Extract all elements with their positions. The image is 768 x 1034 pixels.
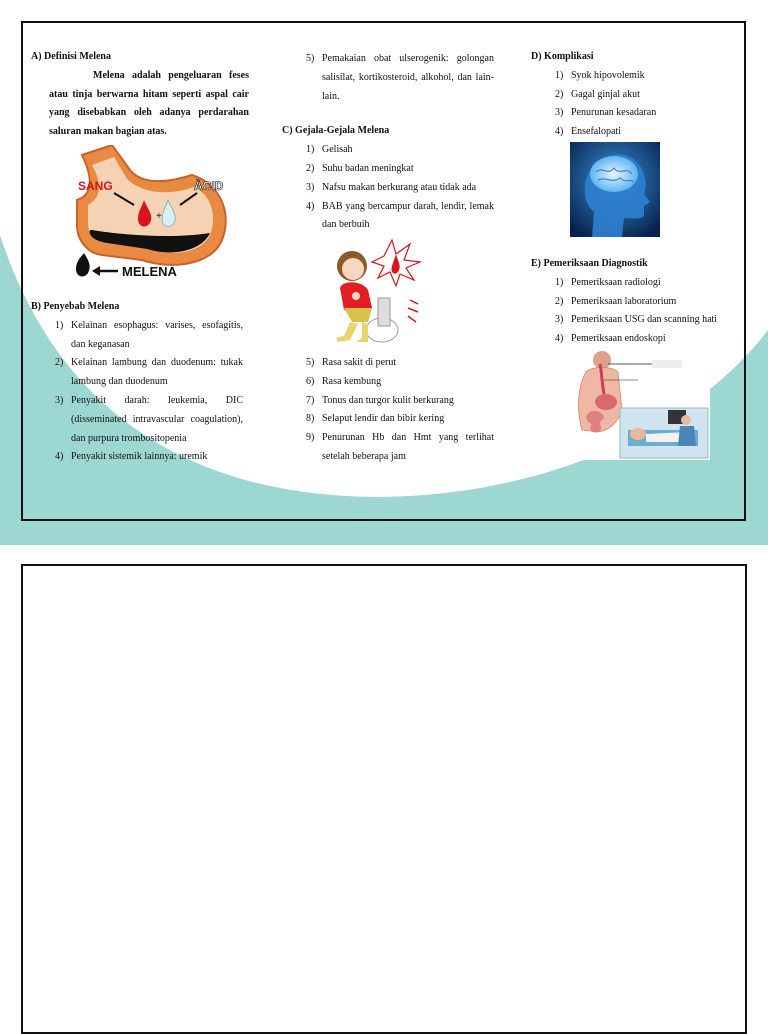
list-item: 3) Penurunan kesadaran: [555, 107, 657, 119]
column-3: [531, 48, 736, 142]
list-item: 4) Pemeriksaan endoskopi: [555, 333, 666, 345]
melena-label: MELENA: [122, 264, 177, 279]
list-item: 2) Gagal ginjal akut: [555, 88, 640, 100]
list-item: 2) Suhu badan meningkat: [306, 162, 414, 174]
list-item: 3) Pemeriksaan USG dan scanning hati: [555, 314, 718, 326]
svg-text:+: +: [156, 211, 162, 222]
list-item: 1) Kelainan esophagus: varises, esofagitis, dan keganasan: [55, 319, 243, 350]
list-item: 8) Selaput lendir dan bibir kering: [306, 413, 445, 425]
list-item: 5) Pemakaian obat ulserogenik: golongan salisilat, kortikosteroid, alkohol, dan lain-lain.: [306, 53, 494, 102]
section-e: [531, 255, 736, 349]
section-a-text: Melena adalah pengeluaran feses atau tinja berwarna hitam seperti aspal cair yang disebabkan oleh adanya perdarahan saluran makan bagian atas.: [49, 69, 249, 138]
stomach-melena-illustration: [72, 145, 232, 280]
sang-label: SANG: [78, 179, 113, 193]
list-item: 3) Penyakit darah: leukemia, DIC (disseminated intravascular coagulation), dan purpura trombositopenia: [55, 394, 243, 444]
acid-label: ÀCID: [194, 179, 224, 193]
list-item: 4) Ensefalopati: [555, 126, 621, 138]
section-e-title: E) Pemeriksaan Diagnostik: [531, 258, 648, 269]
section-c-continued: [282, 354, 494, 467]
section-d-title: D) Komplikasi: [531, 51, 594, 62]
brochure-panel-bottom: [21, 564, 747, 1034]
list-item: 4) BAB yang bercampur darah, lendir, lemak dan berbuih: [306, 200, 494, 231]
list-item: 3) Nafsu makan berkurang atau tidak ada: [306, 181, 477, 193]
column-1: [31, 48, 249, 142]
section-a-title: A) Definisi Melena: [31, 51, 111, 62]
list-item: 9) Penurunan Hb dan Hmt yang terlihat setelah beberapa jam: [306, 432, 494, 462]
list-item: 1) Pemeriksaan radiologi: [555, 276, 661, 288]
list-item: 2) Kelainan lambung dan duodenum: tukak lambung dan duodenum: [55, 357, 243, 388]
section-b: [31, 298, 243, 467]
list-item: 7) Tonus dan turgor kulit berkurang: [306, 394, 454, 406]
section-c-title: C) Gejala-Gejala Melena: [282, 125, 390, 137]
list-item: 5) Rasa sakit di perut: [306, 357, 397, 368]
endoscopy-illustration: [568, 350, 710, 460]
list-item: 4) Penyakit sistemik lainnya: uremik: [55, 451, 208, 463]
brain-head-image: [570, 142, 660, 237]
section-b-title: B) Penyebab Melena: [31, 301, 120, 312]
list-item: 2) Pemeriksaan laboratorium: [555, 295, 677, 307]
list-item: 1) Syok hipovolemik: [555, 69, 645, 81]
column-2: [282, 50, 494, 235]
list-item: 1) Gelisah: [306, 144, 353, 156]
list-item: 6) Rasa kembung: [306, 375, 382, 387]
girl-stomach-pain-illustration: [322, 238, 424, 348]
